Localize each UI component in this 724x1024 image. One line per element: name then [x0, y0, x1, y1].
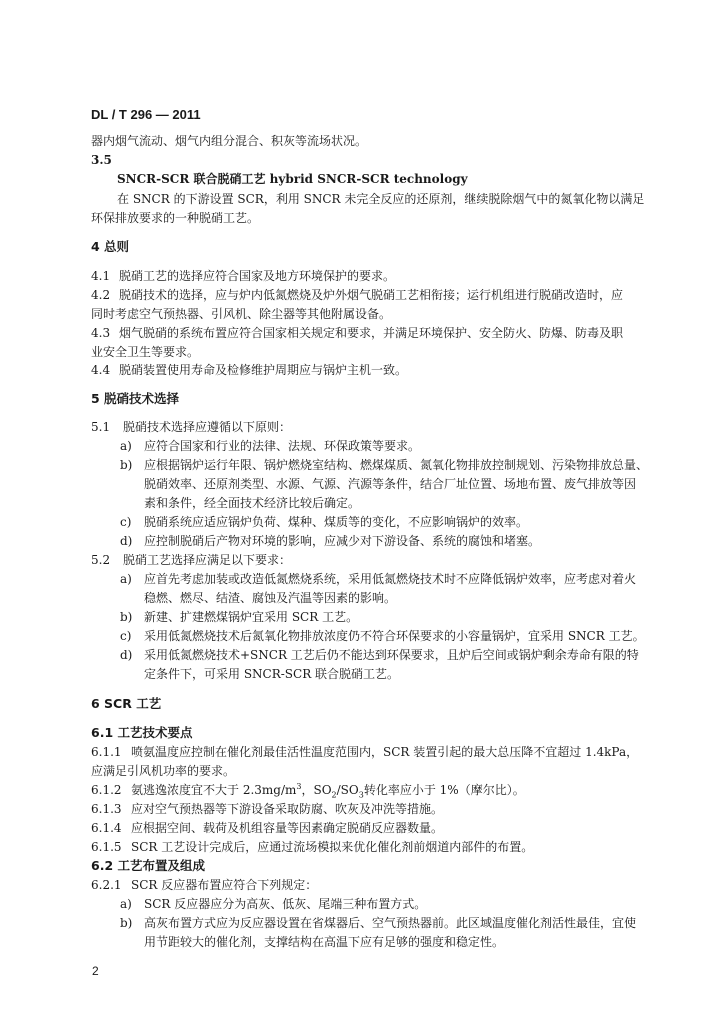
list-label: c)	[120, 515, 132, 529]
clause	[91, 876, 317, 894]
clause	[91, 838, 533, 856]
list-item	[120, 646, 639, 664]
list-item	[120, 532, 540, 550]
clause-number: 6.1.4	[91, 821, 122, 835]
list-continuation: 稳燃、燃尽、结渣、腐蚀及汽温等因素的影响。	[144, 591, 397, 605]
clause-text: 氨逃逸浓度宜不大于 $2.3mg/m^3$，$SO_2/SO_3$转化率应小于 1%（摩尔比）。	[131, 782, 525, 800]
term-title: SNCR-SCR 联合脱硝工艺 hybrid SNCR-SCR technology	[117, 172, 468, 186]
clause-number: 5.1	[91, 420, 111, 434]
clause	[91, 800, 443, 818]
list-text: 脱硝系统应适应锅炉负荷、煤种、煤质等的变化，不应影响锅炉的效率。	[144, 515, 529, 529]
list-label: d)	[120, 534, 133, 548]
list-label: a)	[120, 897, 132, 911]
list-continuation: 定条件下，可采用 SNCR-SCR 联合脱硝工艺。	[144, 667, 400, 681]
clause-text: 脱硝工艺的选择应符合国家及地方环境保护的要求。	[119, 269, 396, 283]
clause	[91, 324, 623, 342]
list-label: b)	[120, 610, 133, 624]
clause	[91, 418, 291, 436]
clause	[91, 286, 623, 304]
clause	[91, 743, 638, 761]
list-item	[120, 608, 358, 626]
clause-number: 4.1	[91, 269, 111, 283]
clause-text: SCR 反应器布置应符合下列规定：	[131, 878, 318, 892]
clause-number: 6.1.3	[91, 802, 122, 816]
clause-text: 脱硝技术的选择，应与炉内低氮燃烧及炉外烟气脱硝工艺相衔接；运行机组进行脱硝改造时，应	[119, 288, 624, 302]
clause-number: 6.1.1	[91, 745, 122, 759]
subsection-heading: 6.2 工艺布置及组成	[91, 858, 205, 873]
clause-text: 喷氨温度应控制在催化剂最佳活性温度范围内，SCR 装置引起的最大总压降不宜超过 1.4kPa，	[131, 745, 639, 759]
clause-text: 烟气脱硝的系统布置应符合国家相关规定和要求，并满足环境保护、安全防火、防爆、防毒及职	[119, 326, 624, 340]
clause-text: 脱硝工艺选择应满足以下要求：	[123, 553, 292, 567]
paragraph-text: 器内烟气流动、烟气内组分混合、积灰等流场状况。	[91, 134, 368, 148]
list-continuation: 脱硝效率、还原剂类型、水源、气源、汽源等条件，结合厂址位置、场地布置、废气排放等因	[144, 477, 637, 491]
list-item	[120, 627, 645, 645]
list-item	[120, 895, 426, 913]
section-heading: 5 脱硝技术选择	[91, 391, 180, 406]
clause-number: 6.1.5	[91, 840, 122, 854]
list-text: 采用低氮燃烧技术后氮氧化物排放浓度仍不符合环保要求的小容量锅炉，宜采用 SNCR 工艺。	[144, 629, 645, 643]
list-item	[120, 513, 528, 531]
list-label: a)	[120, 572, 132, 586]
list-label: b)	[120, 916, 133, 930]
term-definition-line: 在 SNCR 的下游设置 SCR，利用 SNCR 未完全反应的还原剂，继续脱除烟气中的氮氧化物以满足	[117, 192, 645, 206]
clause	[91, 781, 525, 799]
term-number: 3.5	[91, 153, 112, 167]
clause-number: 4.4	[91, 363, 111, 377]
clause-number: 4.2	[91, 288, 111, 302]
section-heading: 6 SCR 工艺	[91, 696, 162, 711]
list-text: 应控制脱硝后产物对环境的影响，应减少对下游设备、系统的腐蚀和堵塞。	[144, 534, 541, 548]
list-item	[120, 456, 648, 474]
list-text: 采用低氮燃烧技术+SNCR 工艺后仍不能达到环保要求，且炉后空间或锅炉剩余寿命有限的特	[144, 648, 639, 662]
list-text: 高灰布置方式应为反应器设置在省煤器后、空气预热器前。此区域温度催化剂活性最佳，宜使	[144, 916, 637, 930]
list-text: 应根据锅炉运行年限、锅炉燃烧室结构、燃煤煤质、氮氧化物排放控制规划、污染物排放总量、	[144, 458, 649, 472]
list-text: 应符合国家和行业的法律、法规、环保政策等要求。	[144, 439, 421, 453]
term-definition-line: 环保排放要求的一种脱硝工艺。	[91, 211, 260, 225]
section-heading: 4 总则	[91, 239, 130, 254]
clause-continuation: 同时考虑空气预热器、引风机、除尘器等其他附属设备。	[91, 307, 392, 321]
list-continuation: 素和条件，经全面技术经济比较后确定。	[144, 496, 361, 510]
list-label: b)	[120, 458, 133, 472]
clause-text: 应根据空间、载荷及机组容量等因素确定脱硝反应器数量。	[131, 821, 444, 835]
clause	[91, 551, 291, 569]
clause	[91, 361, 407, 379]
clause-number: 5.2	[91, 553, 111, 567]
list-item	[120, 570, 636, 588]
page-number: 2	[92, 964, 99, 978]
list-label: a)	[120, 439, 132, 453]
clause-text: 脱硝技术选择应遵循以下原则：	[123, 420, 292, 434]
list-text: 应首先考虑加装或改造低氮燃烧系统，采用低氮燃烧技术时不应降低锅炉效率，应考虑对着火	[144, 572, 637, 586]
clause-text: 应对空气预热器等下游设备采取防腐、吹灰及冲洗等措施。	[131, 802, 444, 816]
list-continuation: 用节距较大的催化剂，支撑结构在高温下应有足够的强度和稳定性。	[144, 935, 505, 949]
clause-number: 6.2.1	[91, 878, 122, 892]
list-item	[120, 437, 420, 455]
list-label: c)	[120, 629, 132, 643]
clause-number: 4.3	[91, 326, 111, 340]
subsection-heading: 6.1 工艺技术要点	[91, 725, 193, 740]
list-text: 新建、扩建燃煤锅炉宜采用 SCR 工艺。	[144, 610, 359, 624]
list-text: SCR 反应器应分为高灰、低灰、尾端三种布置方式。	[144, 897, 427, 911]
clause-text: 脱硝装置使用寿命及检修维护周期应与锅炉主机一致。	[119, 363, 408, 377]
document-code: DL / T 296 — 2011	[91, 107, 201, 122]
clause	[91, 267, 395, 285]
clause-text: SCR 工艺设计完成后，应通过流场模拟来优化催化剂前烟道内部件的布置。	[131, 840, 534, 854]
clause	[91, 819, 443, 837]
list-label: d)	[120, 648, 133, 662]
clause-continuation: 应满足引风机功率的要求。	[91, 764, 236, 778]
list-item	[120, 914, 636, 932]
clause-number: 6.1.2	[91, 783, 122, 797]
clause-continuation: 业安全卫生等要求。	[91, 345, 200, 359]
